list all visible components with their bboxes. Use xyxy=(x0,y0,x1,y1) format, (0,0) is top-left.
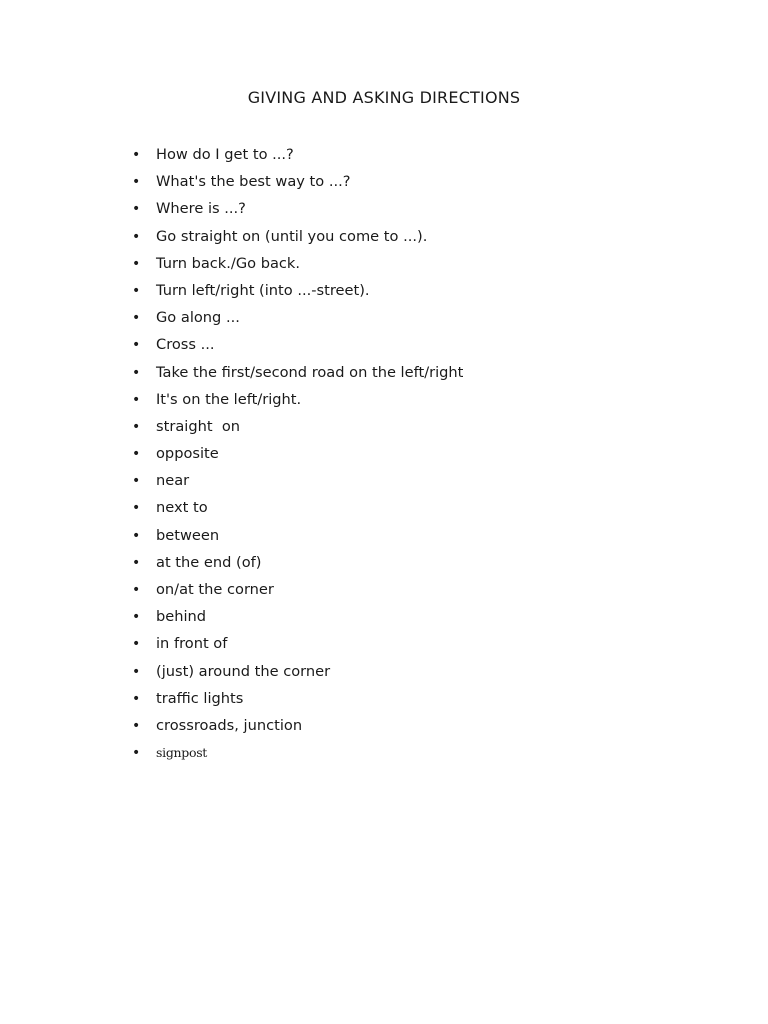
list-item xyxy=(132,470,463,497)
list-item-text: opposite xyxy=(156,445,219,463)
list-item xyxy=(132,307,463,334)
list-item-text: Turn back./Go back. xyxy=(156,254,301,272)
bullet-icon: • xyxy=(132,201,141,218)
bullet-icon: • xyxy=(132,473,141,490)
list-item xyxy=(132,334,463,361)
list-item xyxy=(132,362,463,389)
bullet-icon: • xyxy=(132,636,141,653)
list-item-text: Cross ... xyxy=(156,336,215,354)
list-item-text: crossroads, junction xyxy=(156,716,303,734)
list-item xyxy=(132,226,463,253)
bullet-icon: • xyxy=(132,690,141,707)
bullet-icon: • xyxy=(132,609,141,626)
list-item xyxy=(132,688,463,715)
list-item-text: Where is ...? xyxy=(156,200,246,218)
list-item xyxy=(132,633,463,660)
list-item-text: straight on xyxy=(156,417,241,435)
list-item xyxy=(132,579,463,606)
bullet-icon: • xyxy=(132,527,141,544)
list-item xyxy=(132,606,463,633)
bullet-icon: • xyxy=(132,554,141,571)
list-item-text: What's the best way to ...? xyxy=(156,173,351,191)
list-item xyxy=(132,742,463,769)
list-item xyxy=(132,253,463,280)
list-item-text: signpost xyxy=(156,745,208,761)
list-item-text: near xyxy=(156,472,190,490)
list-item xyxy=(132,443,463,470)
list-item-text: It's on the left/right. xyxy=(156,390,302,408)
bullet-icon: • xyxy=(132,446,141,463)
list-item xyxy=(132,144,463,171)
bullet-icon: • xyxy=(132,147,141,163)
list-item-text: (just) around the corner xyxy=(156,662,331,680)
bullet-icon: • xyxy=(132,717,141,734)
bullet-icon: • xyxy=(132,391,141,408)
list-item-text: behind xyxy=(156,608,207,626)
list-item-text: traffic lights xyxy=(156,689,244,707)
list-item-text: in front of xyxy=(156,635,228,653)
list-item-text: on/at the corner xyxy=(156,581,274,598)
list-item xyxy=(132,389,463,416)
list-item xyxy=(132,661,463,688)
list-item xyxy=(132,198,463,225)
bullet-icon: • xyxy=(132,364,141,381)
list-item xyxy=(132,715,463,742)
list-item xyxy=(132,416,463,443)
list-item xyxy=(132,525,463,552)
list-item-text: at the end (of) xyxy=(156,553,262,571)
list-item-text: Turn left/right (into ...-street). xyxy=(156,281,370,299)
list-item-text: Go straight on (until you come to ...). xyxy=(156,227,428,245)
list-item-text: next to xyxy=(156,499,208,517)
bullet-icon: • xyxy=(132,500,141,517)
list-item-text: Go along ... xyxy=(156,309,240,327)
bullet-icon: • xyxy=(132,663,141,680)
list-item xyxy=(132,171,463,198)
list-item xyxy=(132,497,463,524)
list-item-text: Take the first/second road on the left/right xyxy=(156,363,464,381)
list-item xyxy=(132,280,463,307)
bullet-icon: • xyxy=(132,255,141,272)
list-item-text: between xyxy=(156,526,220,544)
list-item xyxy=(132,552,463,579)
bullet-icon: • xyxy=(132,745,141,762)
bullet-icon: • xyxy=(132,282,141,299)
directions-list xyxy=(132,144,463,769)
bullet-icon: • xyxy=(132,174,141,191)
page-title: GIVING AND ASKING DIRECTIONS xyxy=(247,88,521,107)
bullet-icon: • xyxy=(132,228,141,245)
bullet-icon: • xyxy=(132,337,141,354)
bullet-icon: • xyxy=(132,310,141,327)
bullet-icon: • xyxy=(132,418,141,435)
bullet-icon: • xyxy=(132,582,141,598)
list-item-text: How do I get to ...? xyxy=(156,146,294,163)
